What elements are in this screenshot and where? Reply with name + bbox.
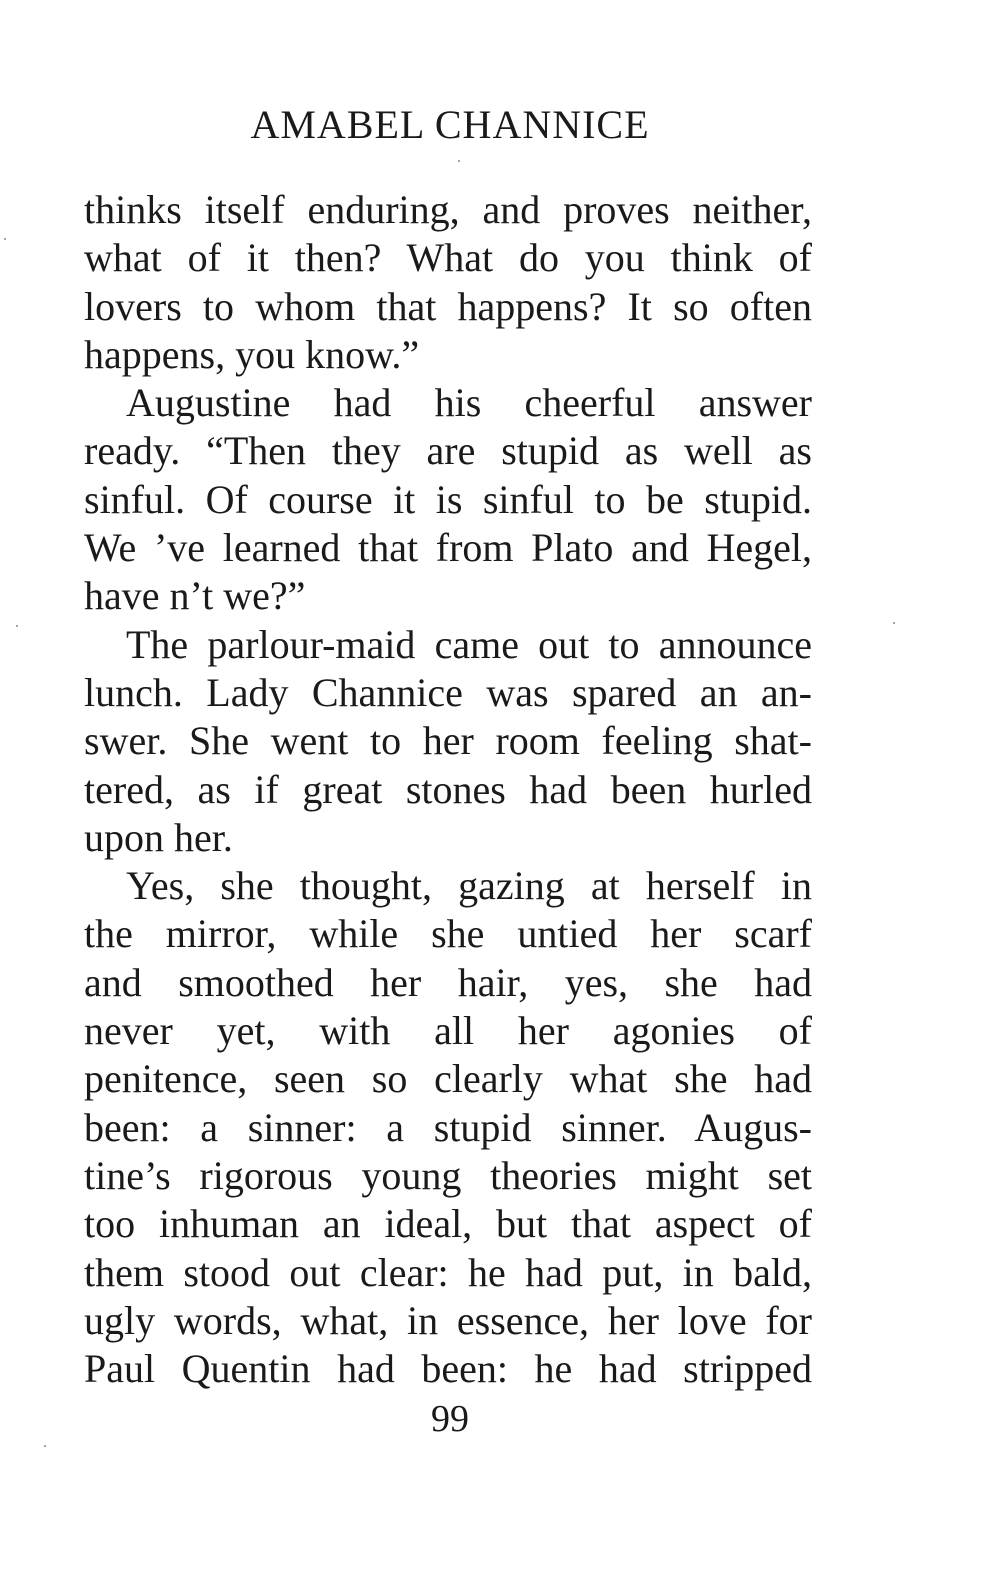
text-line: ugly words, what, in essence, her love for	[84, 1297, 812, 1343]
text-line: happens, you know.”	[84, 331, 420, 377]
text-line: penitence, seen so clearly what she had	[84, 1056, 812, 1102]
scan-speck	[458, 160, 460, 162]
text-line: too inhuman an ideal, but that aspect of	[84, 1201, 812, 1247]
scan-speck	[44, 1445, 46, 1447]
text-line: have n’t we?”	[84, 573, 306, 619]
text-line: We ’ve learned that from Plato and Hegel,	[84, 525, 812, 571]
text-line: Augustine had his cheerful answer	[126, 380, 812, 426]
text-line: them stood out clear: he had put, in bald,	[84, 1249, 812, 1295]
scan-speck	[4, 238, 6, 240]
text-line: Yes, she thought, gazing at herself in	[126, 863, 812, 909]
text-line: swer. She went to her room feeling shat-	[84, 718, 812, 764]
text-line: ready. “Then they are stupid as well as	[84, 428, 812, 474]
text-line: lovers to whom that happens? It so often	[84, 283, 812, 329]
text-line: lunch. Lady Channice was spared an an-	[84, 669, 812, 715]
scan-speck	[893, 622, 895, 624]
page-number: 99	[431, 1398, 469, 1440]
text-line: the mirror, while she untied her scarf	[84, 911, 812, 957]
body-text	[84, 186, 812, 1393]
text-line: what of it then? What do you think of	[84, 235, 812, 281]
text-line: tine’s rigorous young theories might set	[84, 1152, 812, 1198]
text-line: and smoothed her hair, yes, she had	[84, 959, 812, 1005]
text-line: The parlour-maid came out to announce	[126, 621, 812, 667]
text-line: thinks itself enduring, and proves neither,	[84, 187, 812, 232]
text-line: been: a sinner: a stupid sinner. Augus-	[84, 1104, 812, 1150]
text-line: Paul Quentin had been: he had stripped	[84, 1346, 812, 1392]
text-line: tered, as if great stones had been hurled	[84, 766, 812, 812]
text-line: sinful. Of course it is sinful to be stupid.	[84, 476, 812, 522]
text-line: upon her.	[84, 814, 233, 860]
text-line: never yet, with all her agonies of	[84, 1008, 812, 1054]
scan-speck	[16, 625, 18, 627]
running-head: AMABEL CHANNICE	[250, 102, 650, 147]
